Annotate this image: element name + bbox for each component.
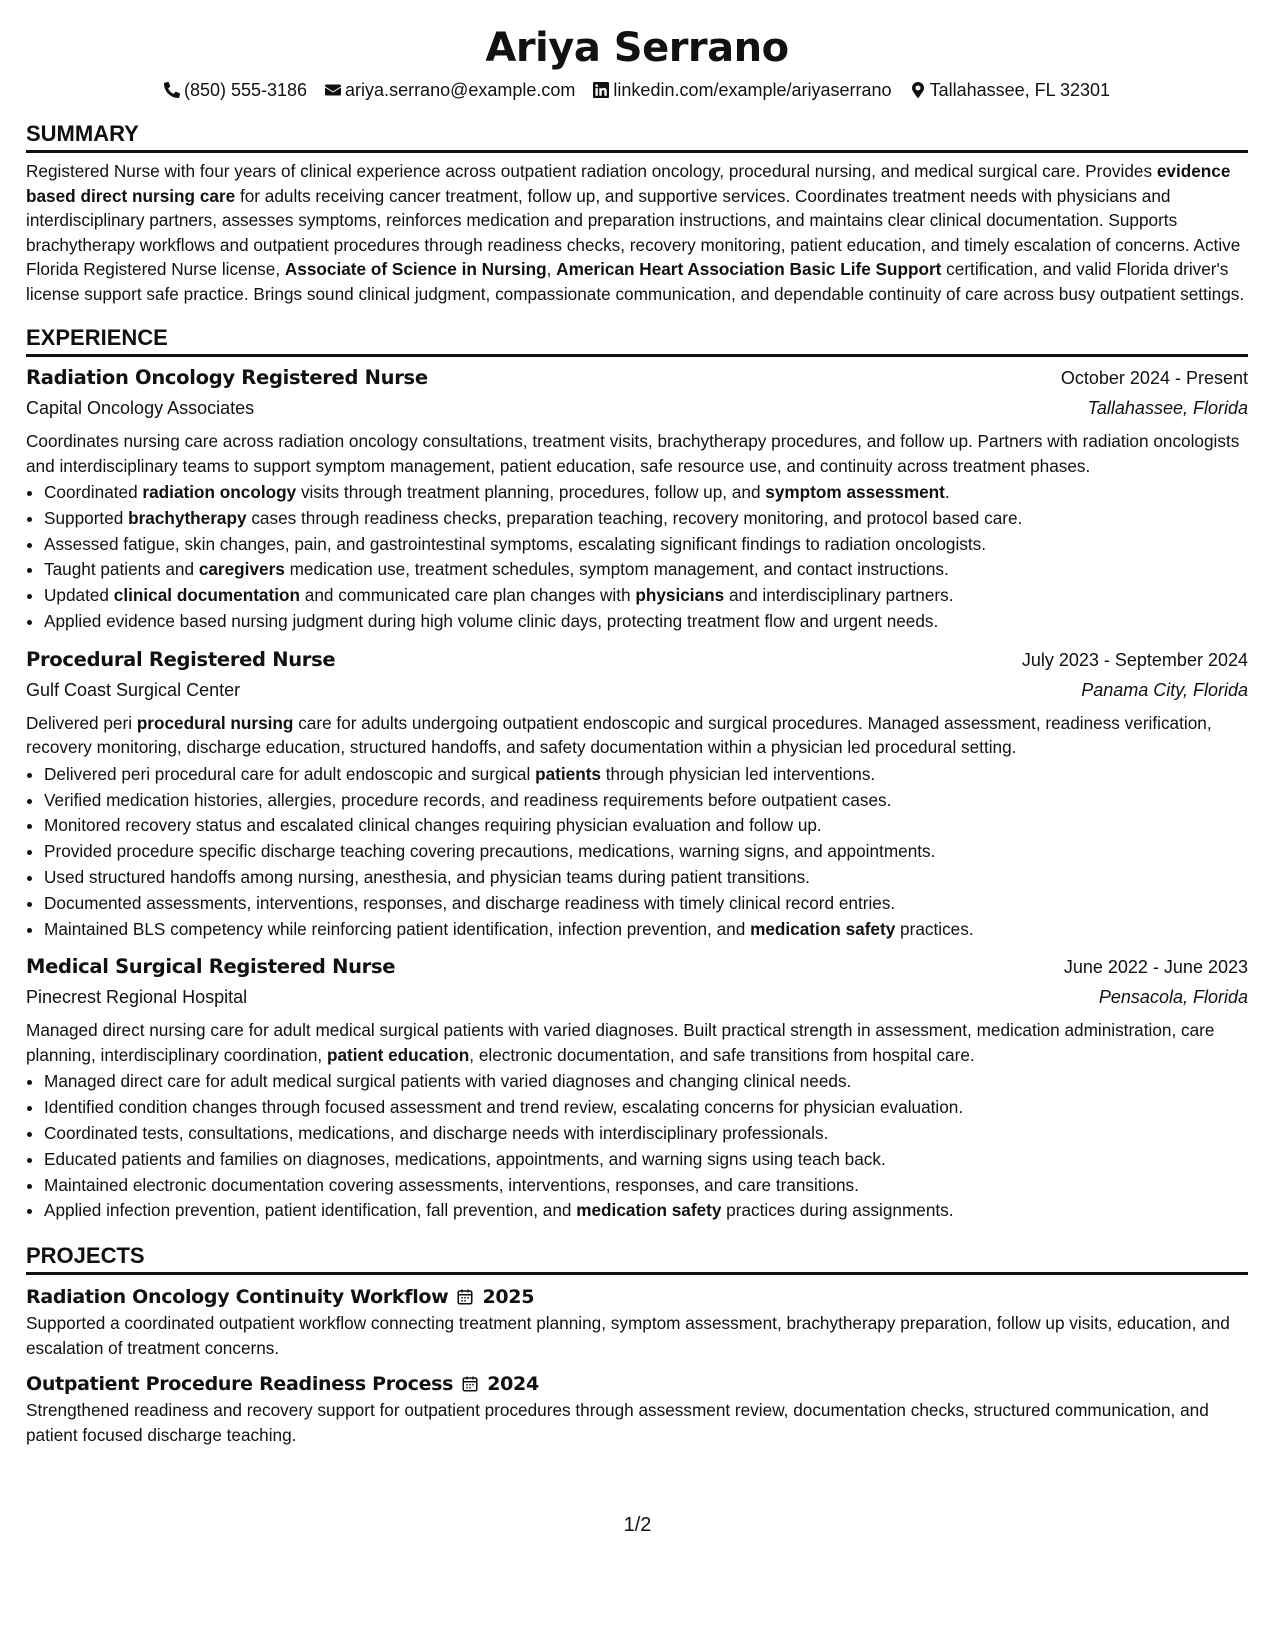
- calendar-icon: [461, 1375, 479, 1393]
- job-company: Pinecrest Regional Hospital: [26, 987, 248, 1008]
- text-run: Assessed fatigue, skin changes, pain, and gastrointestinal symptoms, escalating significant findings to radiation oncologists.: [44, 533, 987, 554]
- job-entry: [26, 645, 1248, 943]
- resume-page: [26, 22, 1248, 1447]
- job-bullets: [26, 480, 1248, 635]
- experience-section: [26, 324, 1248, 1224]
- text-run: Maintained electronic documentation covering assessments, interventions, responses, and care transitions.: [44, 1174, 859, 1195]
- bullet-item: [44, 1095, 1248, 1121]
- text-run: care for adults undergoing outpatient endoscopic and surgical procedures. Managed assessment, readiness verification, recovery monitoring, discharge education, structured handoffs, and safety documentation within a physician led procedural setting.: [26, 712, 1212, 758]
- bullet-item: [44, 1173, 1248, 1199]
- text-run: Supported: [44, 507, 129, 528]
- text-run: Coordinated: [44, 482, 143, 502]
- text-run: Registered Nurse with four years of clinical experience across outpatient radiation oncology, procedural nursing, and medical surgical care. Provides: [26, 161, 1157, 181]
- bold-phrase: symptom assessment: [765, 482, 945, 502]
- bullet-item: [44, 1069, 1248, 1095]
- text-run: Documented assessments, interventions, responses, and discharge readiness with timely clinical record entries.: [44, 892, 896, 913]
- job-title: Radiation Oncology Registered Nurse: [26, 366, 428, 389]
- job-dates: June 2022 - June 2023: [1063, 957, 1248, 978]
- text-run: Applied evidence based nursing judgment during high volume clinic days, protecting treatment flow and urgent needs.: [44, 610, 939, 631]
- bullet-item: [44, 1198, 1248, 1224]
- job-bullets: [26, 1069, 1248, 1224]
- text-run: medication use, treatment schedules, symptom management, and contact instructions.: [284, 559, 949, 580]
- bullet-item: [44, 480, 1248, 506]
- map-pin-icon: [910, 82, 926, 98]
- contact-phone[interactable]: [164, 78, 307, 102]
- location-text: Tallahassee, FL 32301: [929, 80, 1111, 100]
- project-title: Radiation Oncology Continuity Workflow: [26, 1286, 449, 1309]
- summary-text: [26, 159, 1248, 306]
- text-run: and communicated care plan changes with: [300, 585, 636, 606]
- job-entry: [26, 363, 1248, 635]
- envelope-icon: [325, 82, 341, 98]
- calendar-icon: [456, 1288, 474, 1306]
- job-location: Tallahassee, Florida: [1087, 398, 1248, 418]
- text-run: , electronic documentation, and safe transitions from hospital care.: [469, 1044, 975, 1065]
- job-title: Medical Surgical Registered Nurse: [26, 955, 396, 979]
- text-run: Maintained BLS competency while reinforcing patient identification, infection prevention, and: [44, 918, 751, 939]
- bold-phrase: patients: [535, 763, 601, 784]
- job-title: Procedural Registered Nurse: [26, 647, 336, 671]
- text-run: Educated patients and families on diagnoses, medications, appointments, and warning signs using teach back.: [44, 1148, 886, 1169]
- text-run: Taught patients and: [44, 559, 199, 580]
- candidate-name: Ariya Serrano: [485, 25, 789, 71]
- text-run: Coordinated tests, consultations, medications, and discharge needs with interdisciplinary professionals.: [44, 1122, 829, 1143]
- bullet-item: [44, 762, 1248, 788]
- bold-phrase: patient education: [326, 1044, 470, 1065]
- text-run: Provided procedure specific discharge teaching covering precautions, medications, warning signs, and appointments.: [44, 841, 936, 862]
- text-run: and interdisciplinary partners.: [724, 585, 954, 606]
- bullet-item: [44, 891, 1248, 917]
- bold-phrase: caregivers: [198, 559, 285, 580]
- experience-heading: EXPERIENCE: [26, 324, 1248, 357]
- bullet-item: [44, 583, 1248, 609]
- text-run: cases through readiness checks, preparation teaching, recovery monitoring, and protocol based care.: [246, 507, 1023, 528]
- bold-phrase: medication safety: [750, 918, 896, 939]
- text-run: Managed direct nursing care for adult medical surgical patients with varied diagnoses. Built practical strength in assessment, medication administration, care planning, interdisciplinary coordination,: [26, 1020, 1215, 1065]
- bullet-item: [44, 1121, 1248, 1147]
- text-run: Applied infection prevention, patient identification, fall prevention, and: [44, 1200, 577, 1221]
- summary-section: [26, 120, 1248, 306]
- text-run: Monitored recovery status and escalated clinical changes requiring physician evaluation and follow up.: [44, 815, 822, 836]
- phone-text: (850) 555-3186: [183, 80, 308, 100]
- project-year: 2025: [482, 1286, 535, 1309]
- job-description: [26, 429, 1248, 478]
- contact-linkedin[interactable]: [593, 78, 891, 102]
- text-run: ,: [546, 259, 557, 279]
- bullet-item: [44, 917, 1248, 943]
- page-number: 1/2: [623, 1514, 652, 1536]
- bullet-item: [44, 1147, 1248, 1173]
- bold-phrase: procedural nursing: [136, 712, 294, 733]
- email-text: ariya.serrano@example.com: [345, 80, 576, 100]
- contact-bar: [26, 78, 1248, 102]
- project-entry: [26, 1370, 1248, 1447]
- text-run: through physician led interventions.: [600, 763, 876, 784]
- text-run: Verified medication histories, allergies, procedure records, and readiness requirements before outpatient cases.: [44, 789, 892, 810]
- job-dates: July 2023 - September 2024: [1021, 649, 1248, 670]
- project-entry: [26, 1283, 1248, 1360]
- project-year: 2024: [487, 1373, 539, 1396]
- job-company: Capital Oncology Associates: [26, 398, 255, 418]
- job-entry: [26, 952, 1248, 1224]
- bullet-item: [44, 813, 1248, 839]
- job-dates: October 2024 - Present: [1060, 368, 1248, 388]
- bold-phrase: radiation oncology: [142, 482, 297, 502]
- bullet-item: [44, 865, 1248, 891]
- bold-phrase: physicians: [635, 585, 725, 606]
- contact-email[interactable]: [325, 78, 575, 102]
- bullet-item: [44, 609, 1248, 635]
- bullet-item: [44, 506, 1248, 532]
- text-run: Delivered peri: [26, 712, 137, 733]
- job-description: [26, 1018, 1248, 1067]
- text-run: practices.: [895, 918, 974, 939]
- bold-phrase: clinical documentation: [113, 585, 300, 606]
- project-title: Outpatient Procedure Readiness Process: [26, 1373, 454, 1396]
- project-description: Strengthened readiness and recovery support for outpatient procedures through assessment review, documentation checks, structured communication, and patient focused discharge teaching.: [26, 1400, 1209, 1445]
- job-location: Panama City, Florida: [1081, 679, 1248, 700]
- bullet-item: [44, 532, 1248, 558]
- bold-phrase: Associate of Science in Nursing: [284, 259, 547, 279]
- job-location: Pensacola, Florida: [1098, 987, 1248, 1008]
- bullet-item: [44, 788, 1248, 814]
- text-run: Identified condition changes through focused assessment and trend review, escalating concerns for physician evaluation.: [44, 1097, 964, 1118]
- text-run: Coordinates nursing care across radiation oncology consultations, treatment visits, brachytherapy procedures, and follow up. Partners with radiation oncologists and interdisciplinary teams to support symptom management, patient education, safe resource use, and continuity across treatment phases.: [26, 431, 1240, 476]
- text-run: Managed direct care for adult medical surgical patients with varied diagnoses and changing clinical needs.: [44, 1071, 852, 1092]
- bullet-item: [44, 839, 1248, 865]
- text-run: practices during assignments.: [721, 1200, 954, 1221]
- bullet-item: [44, 557, 1248, 583]
- bold-phrase: American Heart Association Basic Life Support: [556, 259, 942, 279]
- bold-phrase: evidence based direct nursing care: [26, 161, 1231, 206]
- text-run: Updated: [44, 585, 114, 606]
- bold-phrase: brachytherapy: [128, 507, 247, 528]
- text-run: Used structured handoffs among nursing, anesthesia, and physician teams during patient transitions.: [44, 866, 810, 887]
- phone-icon: [164, 82, 180, 98]
- text-run: .: [944, 482, 950, 502]
- linkedin-icon: [593, 82, 609, 98]
- contact-location: [910, 78, 1110, 102]
- projects-section: [26, 1242, 1248, 1447]
- projects-heading: PROJECTS: [26, 1242, 1248, 1275]
- text-run: Delivered peri procedural care for adult endoscopic and surgical: [44, 763, 536, 784]
- project-description: Supported a coordinated outpatient workflow connecting treatment planning, symptom assessment, brachytherapy preparation, follow up visits, education, and escalation of treatment concerns.: [26, 1313, 1230, 1358]
- text-run: visits through treatment planning, procedures, follow up, and: [296, 482, 766, 502]
- text-run: for adults receiving cancer treatment, follow up, and supportive services. Coordinates treatment needs with physicians and interdisciplinary partners, assesses symptoms, reinforces medication and preparation instructions, and maintains clear clinical documentation. Supports brachytherapy workflows and outpatient procedures through readiness checks, recovery monitoring, patient education, and timely escalation of concerns. Active Florida Registered Nurse license,: [26, 185, 1241, 279]
- text-run: certification, and valid Florida driver's license support safe practice. Brings sound clinical judgment, compassionate communication, and dependable continuity of care across busy outpatient settings.: [26, 259, 1245, 304]
- job-description: [26, 711, 1248, 760]
- linkedin-text: linkedin.com/example/ariyaserrano: [613, 80, 892, 100]
- bold-phrase: medication safety: [576, 1200, 722, 1221]
- summary-heading: SUMMARY: [26, 120, 1248, 153]
- job-bullets: [26, 762, 1248, 943]
- job-company: Gulf Coast Surgical Center: [26, 679, 241, 700]
